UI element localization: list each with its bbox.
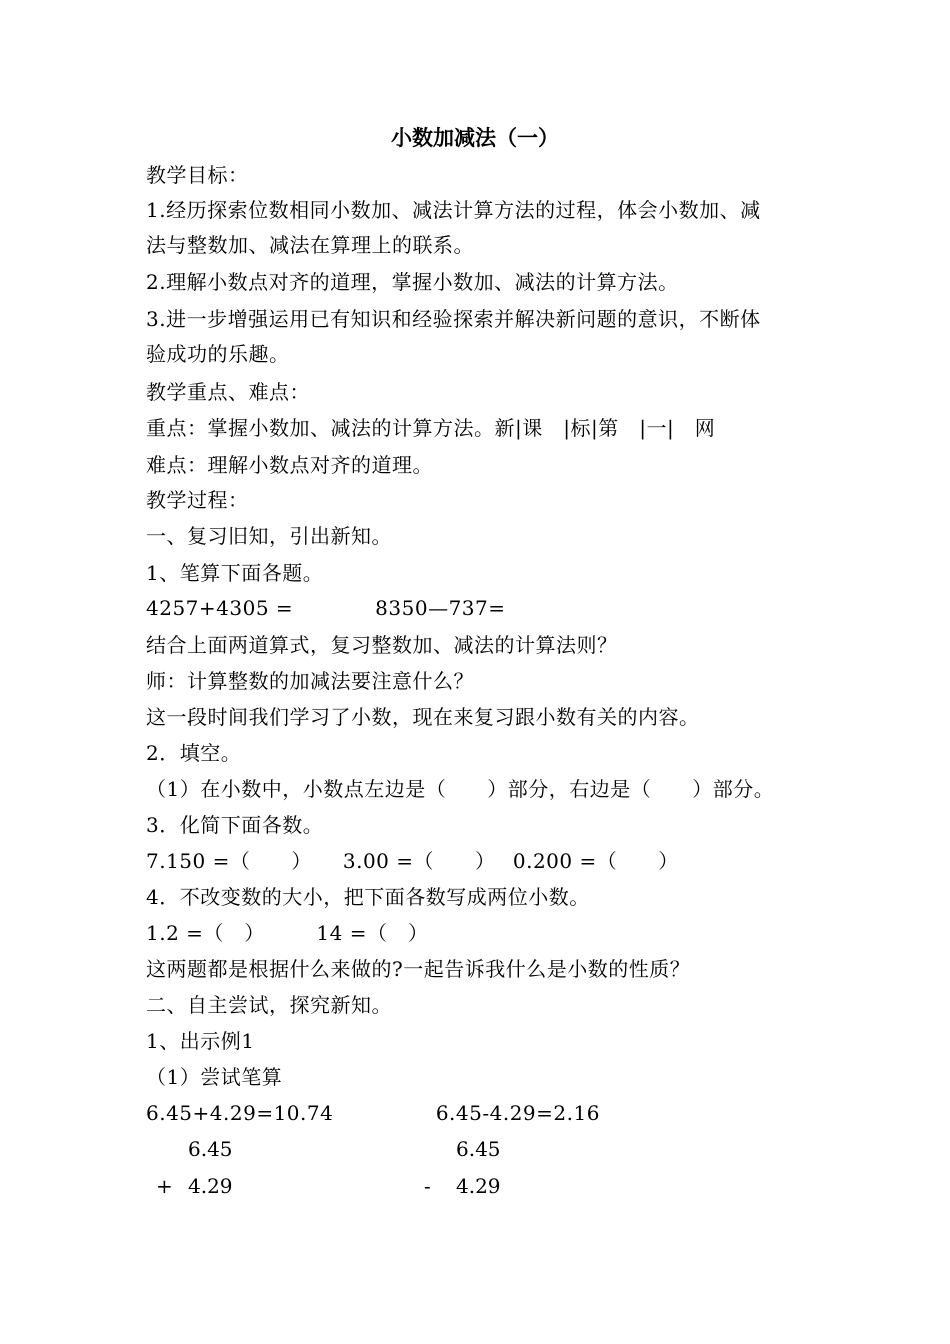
goal-3-line-1: 3.进一步增强运用已有知识和经验探索并解决新问题的意识，不断体	[146, 307, 761, 331]
item-2-title: 2．填空。	[146, 741, 242, 765]
fill-blank-1: （1）在小数中，小数点左边是（ ）部分，右边是（ ）部分。	[146, 777, 775, 801]
integer-calc: 4257+4305 = 8350—737=	[146, 596, 506, 620]
review-question: 结合上面两道算式，复习整数加、减法的计算法则？	[146, 633, 618, 657]
add-top-operand: 6.45	[188, 1137, 233, 1161]
try-calc-title: （1）尝试笔算	[146, 1065, 283, 1089]
goal-1-line-2: 法与整数加、减法在算理上的联系。	[146, 233, 474, 257]
item-4-title: 4．不改变数的大小，把下面各数写成两位小数。	[146, 885, 590, 909]
heading-teaching-goals: 教学目标：	[146, 163, 249, 187]
property-question: 这两题都是根据什么来做的?一起告诉我什么是小数的性质？	[146, 957, 691, 981]
two-decimal-expressions: 1.2 =（ ） 14 =（ ）	[146, 921, 429, 945]
teacher-question: 师：计算整数的加减法要注意什么？	[146, 669, 474, 693]
section-1-title: 一、复习旧知，引出新知。	[146, 524, 392, 548]
item-3-title: 3．化简下面各数。	[146, 813, 324, 837]
example-1-title: 1、出示例1	[146, 1029, 255, 1053]
heading-key-points: 教学重点、难点：	[146, 380, 310, 404]
sub-top-operand: 6.45	[456, 1137, 501, 1161]
add-bottom-operand: 4.29	[188, 1174, 233, 1198]
transition-text: 这一段时间我们学习了小数，现在来复习跟小数有关的内容。	[146, 705, 700, 729]
document-title: 小数加减法（一）	[391, 125, 559, 150]
sub-bottom-operand: 4.29	[456, 1174, 501, 1198]
heading-teaching-process: 教学过程：	[146, 488, 249, 512]
sub-operator: -	[424, 1174, 431, 1198]
goal-1-line-1: 1.经历探索位数相同小数加、减法计算方法的过程，体会小数加、减	[146, 198, 761, 222]
section-2-title: 二、自主尝试，探究新知。	[146, 993, 392, 1017]
add-operator: +	[156, 1174, 173, 1198]
goal-3-line-2: 验成功的乐趣。	[146, 342, 290, 366]
simplify-expressions: 7.150 =（ ） 3.00 =（ ） 0.200 =（ ）	[146, 849, 679, 873]
item-1-title: 1、笔算下面各题。	[146, 561, 324, 585]
decimal-equations: 6.45+4.29=10.74 6.45-4.29=2.16	[146, 1101, 600, 1125]
difficult-point: 难点：理解小数点对齐的道理。	[146, 453, 433, 477]
goal-2: 2.理解小数点对齐的道理，掌握小数加、减法的计算方法。	[146, 270, 679, 294]
key-point: 重点：掌握小数加、减法的计算方法。新|课 |标|第 |一| 网	[146, 416, 716, 440]
